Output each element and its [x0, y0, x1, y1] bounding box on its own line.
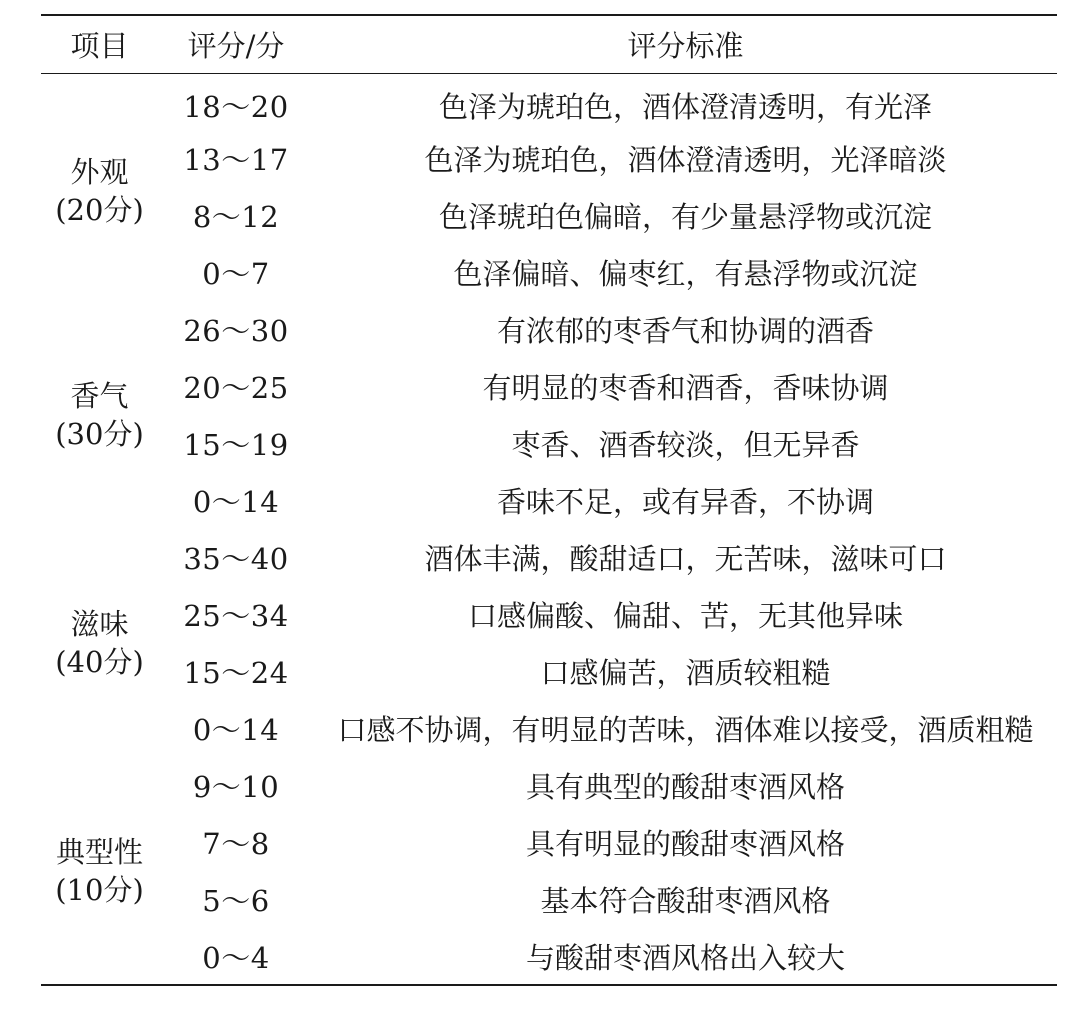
score-range: 18～20: [183, 90, 289, 125]
scoring-standard: 色泽为琥珀色，酒体澄清透明，有光泽: [438, 90, 932, 125]
header-item: 项目: [41, 15, 158, 73]
category-cell: [41, 757, 158, 985]
score-range: 0～4: [158, 928, 314, 985]
scoring-standard: 有浓郁的枣香气和协调的酒香: [496, 314, 874, 348]
table-row: [41, 472, 1057, 529]
scoring-standard: 枣香、酒香较淡，但无异香: [511, 428, 860, 462]
header-row: [41, 15, 1057, 73]
score-range: 7～8: [202, 827, 270, 861]
score-range: 0～14: [192, 713, 280, 747]
scoring-standard: 色泽为琥珀色，酒体澄清透明，光泽暗淡: [424, 143, 947, 177]
table-row: [41, 757, 1057, 814]
table-row: [41, 643, 1057, 700]
scoring-standard: 基本符合酸甜枣酒风格: [540, 884, 831, 918]
score-range: 15～19: [183, 428, 289, 462]
category-name: 外观: [70, 155, 129, 190]
header-score: 评分/分: [158, 15, 314, 73]
table-row: [41, 187, 1057, 244]
table-row: [41, 301, 1057, 358]
table-row: [41, 244, 1057, 301]
table-header: [41, 15, 1057, 73]
table-row: [41, 529, 1057, 586]
category-points: (20分): [55, 193, 144, 228]
scoring-table-container: [41, 14, 1057, 1020]
score-range: 25～34: [183, 599, 289, 633]
score-range: 35～40: [183, 542, 289, 576]
scoring-standard: 口感偏酸、偏甜、苦，无其他异味: [467, 599, 903, 633]
category-cell: [41, 73, 158, 301]
category-name: 滋味: [70, 607, 129, 641]
score-range: 20～25: [183, 371, 289, 405]
scoring-table: [41, 14, 1057, 986]
score-range: 9～10: [192, 770, 280, 804]
score-range: 8～12: [192, 200, 280, 234]
score-range: 0～14: [192, 485, 280, 519]
table-body: [41, 73, 1057, 985]
table-row: [41, 130, 1057, 187]
table-row: [41, 73, 1057, 130]
table-row: [41, 358, 1057, 415]
table-row: [41, 586, 1057, 643]
scoring-standard: 色泽琥珀色偏暗，有少量悬浮物或沉淀: [438, 200, 932, 234]
table-row: [41, 415, 1057, 472]
scoring-standard: 与酸甜枣酒风格出入较大: [314, 928, 1057, 985]
scoring-standard: 具有典型的酸甜枣酒风格: [525, 770, 845, 804]
score-range: 15～24: [183, 656, 289, 690]
category-points: (40分): [55, 645, 144, 679]
scoring-standard: 酒体丰满，酸甜适口，无苦味，滋味可口: [424, 542, 947, 576]
score-range: 0～7: [202, 257, 270, 291]
score-range: 13～17: [183, 143, 289, 177]
scoring-standard: 口感不协调，有明显的苦味，酒体难以接受，酒质粗糙: [337, 713, 1034, 747]
category-name: 香气: [70, 379, 129, 413]
table-row: [41, 928, 1057, 985]
scoring-standard: 色泽偏暗、偏枣红，有悬浮物或沉淀: [453, 257, 918, 291]
scoring-standard: 口感偏苦，酒质较粗糙: [540, 656, 831, 690]
score-range: 5～6: [202, 884, 270, 918]
category-points: (30分): [55, 417, 144, 451]
scoring-standard: 香味不足，或有异香，不协调: [496, 485, 874, 519]
category-cell: [41, 529, 158, 757]
score-range: 26～30: [183, 314, 289, 348]
table-row: [41, 814, 1057, 871]
category-name: 典型性: [55, 834, 143, 869]
scoring-standard: 有明显的枣香和酒香，香味协调: [482, 371, 889, 405]
category-points: (10分): [55, 872, 144, 907]
scoring-standard: 具有明显的酸甜枣酒风格: [525, 827, 845, 861]
table-row: [41, 700, 1057, 757]
table-row: [41, 871, 1057, 928]
header-standard: 评分标准: [314, 15, 1057, 73]
category-cell: [41, 301, 158, 529]
